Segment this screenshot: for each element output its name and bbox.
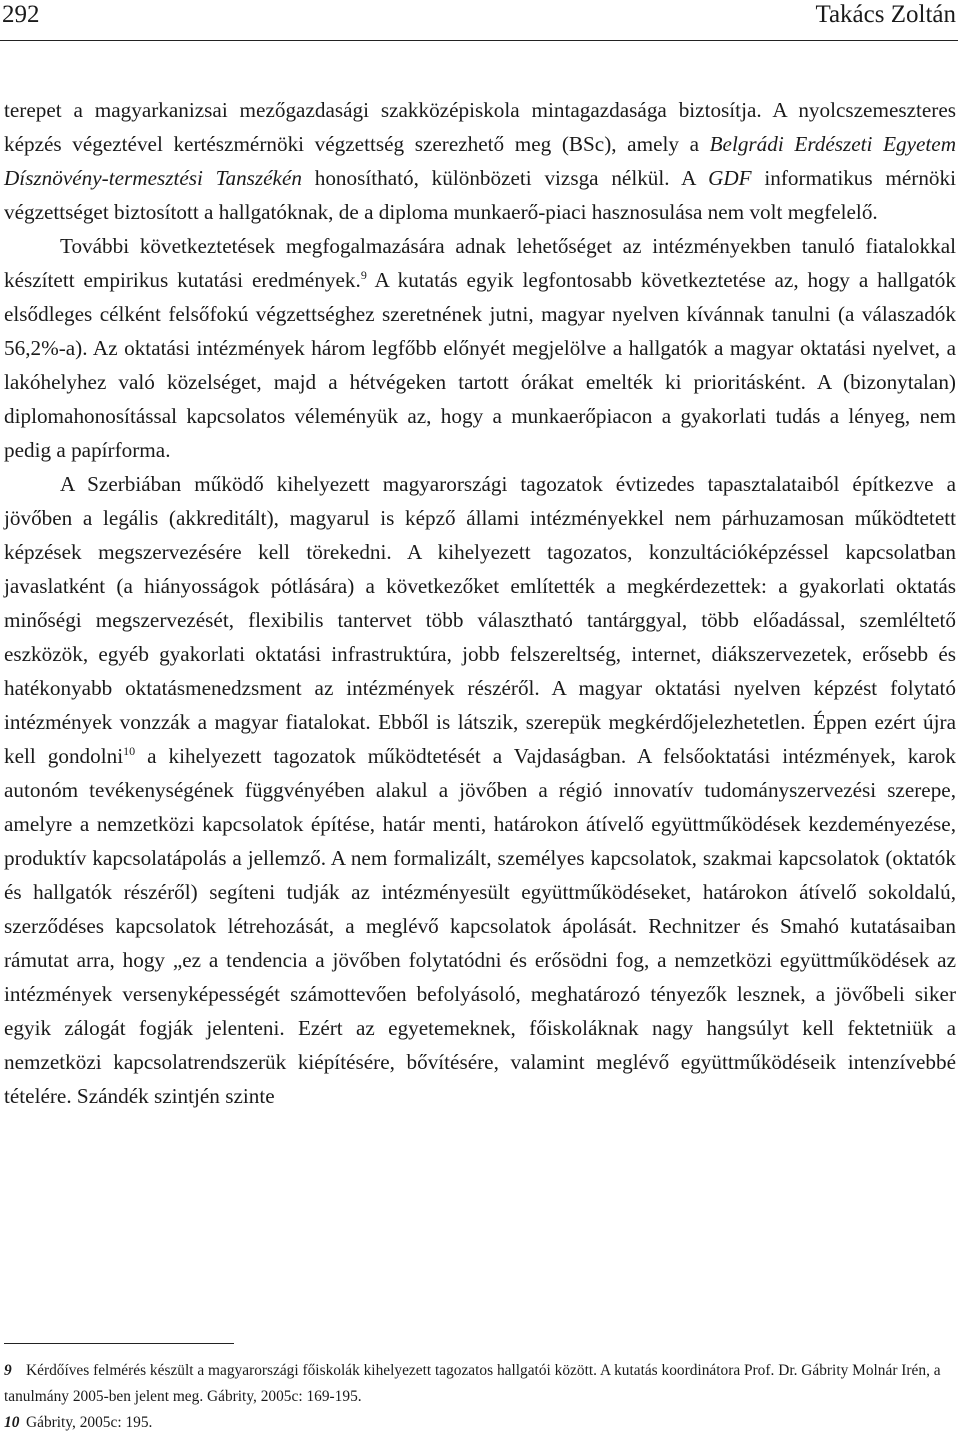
main-text — [4, 93, 956, 1113]
footnote-10 — [4, 1410, 956, 1436]
footnote-9 — [4, 1358, 956, 1410]
footnote-ref-9[interactable]: 9 — [360, 268, 367, 282]
italic-institution: Belgrádi Erdészeti Egyetem Dísznövény-termesztési Tanszékén — [4, 132, 956, 190]
text-run: a kihelyezett tagozatok működtetését a Vajdaságban. A felsőoktatási intézmények, karok autonóm tevékenységének függvényében alakul a jövőben a régió innovatív tudományszervezési szerepe, amelyre a nemzetközi kapcsolatok építése, határ menti, határokon átívelő együttműködések kezdeményezése, produktív kapcsolatápolás a jellemző. A nem formalizált, személyes kapcsolatok, szakmai kapcsolatok (oktatók és hallgatók részéről) segíteni tudják az intézményesült együttműködéseket, határokon átívelő sokoldalú, szerződéses kapcsolatok létrehozását, a meglévő kapcsolatok ápolását. Rechnitzer és Smahó kutatásaiban rámutat arra, hogy „ez a tendencia a jövőben folytatódni és erősödni fog, a nemzetközi együttműködések az intézmények versenyképességét számottevően befolyásoló, meghatározó tényezők lesznek, a jövőbeli siker egyik zálogát fogják jelenteni. Ezért az egyetemeknek, főiskoláknak nagy hangsúlyt kell fektetniük a nemzetközi kapcsolatrendszerük kiépítésére, bővítésére, valamint meglévő együttműködéseik intenzívebbé tételére. Szándék szintjén szinte — [4, 744, 956, 1108]
text-run: A kutatás egyik legfontosabb következtetése az, hogy a hallgatók elsődleges célként felsőfokú végzettséghez szeretnének jutni, magyar nyelven kívánnak tanulni (a válaszadók 56,2%-a). Az oktatási intézmények három legfőbb előnyét megjelölve a hallgatók a magyar oktatási nyelvet, a lakóhelyhez való közelséget, majd a hétvégeken tartott órákat emelték ki prioritásként. A (bizonytalan) diplomahonosítással kapcsolatos véleményük az, hogy a munkaerőpiacon a gyakorlati tudás a lényeg, nem pedig a papírforma. — [4, 268, 956, 462]
footnote-number: 9 — [4, 1362, 12, 1379]
paragraph-1 — [4, 93, 956, 229]
footnote-rule — [4, 1343, 234, 1344]
text-run: informatikus mérnöki végzettséget biztosított a hallgatóknak, de a diploma munkaerő-piaci hasznosulása nem volt megfelelő. — [4, 166, 957, 224]
text-run: honosítható, különbözeti vizsga nélkül. A — [301, 166, 709, 190]
page-number: 292 — [2, 1, 40, 28]
running-header — [0, 0, 956, 36]
header-rule — [0, 40, 958, 41]
running-head-author: Takács Zoltán — [815, 1, 956, 28]
footnote-text: Gábrity, 2005c: 195. — [26, 1414, 153, 1431]
paragraph-2 — [4, 229, 956, 467]
text-run: További következtetések megfogalmazására adnak lehetőséget az intézményekben tanuló fiatalokkal készített empirikus kutatási eredmények. — [4, 234, 956, 292]
footnotes — [4, 1358, 956, 1436]
text-run: terepet a magyarkanizsai mezőgazdasági szakközépiskola mintagazdasága biztosítja. A nyolcszemeszteres képzés végeztével kertészmérnöki végzettség szerezhető meg (BSc), amely a — [4, 98, 956, 156]
text-run: A Szerbiában működő kihelyezett magyarországi tagozatok évtizedes tapasztalataiból építkezve a jövőben a legális (akkreditált), magyarul is képző állami intézményekkel nem párhuzamosan működtetett képzések megszervezésére kell törekedni. A kihelyezett tagozatos, konzultációképzéssel kapcsolatban javaslatként (a hiányosságok pótlására) a következőket említették a megkérdezettek: a gyakorlati oktatás minőségi megszervezését, flexibilis tantervet több választható tantárggyal, több előadással, szemléltető eszközök, egyéb gyakorlati oktatási infrastruktúra, jobb felszereltség, internet, diákszervezetek, erősebb és hatékonyabb oktatásmenedzsment az intézmények részéről. A magyar oktatási nyelven képzést folytató intézmények vonzzák a magyar fiatalokat. Ebből is látszik, szerepük megkérdőjelezhetetlen. Éppen ezért újra kell gondolni — [4, 472, 956, 768]
footnote-ref-10[interactable]: 10 — [123, 744, 136, 758]
footnote-number: 10 — [4, 1414, 20, 1431]
paragraph-3 — [4, 467, 956, 1113]
italic-abbreviation: GDF — [708, 166, 752, 190]
footnote-text: Kérdőíves felmérés készült a magyarországi főiskolák kihelyezett tagozatos hallgatói között. A kutatás koordinátora Prof. Dr. Gábrity Molnár Irén, a tanulmány 2005-ben jelent meg. Gábrity, 2005c: 169-195. — [4, 1362, 941, 1405]
